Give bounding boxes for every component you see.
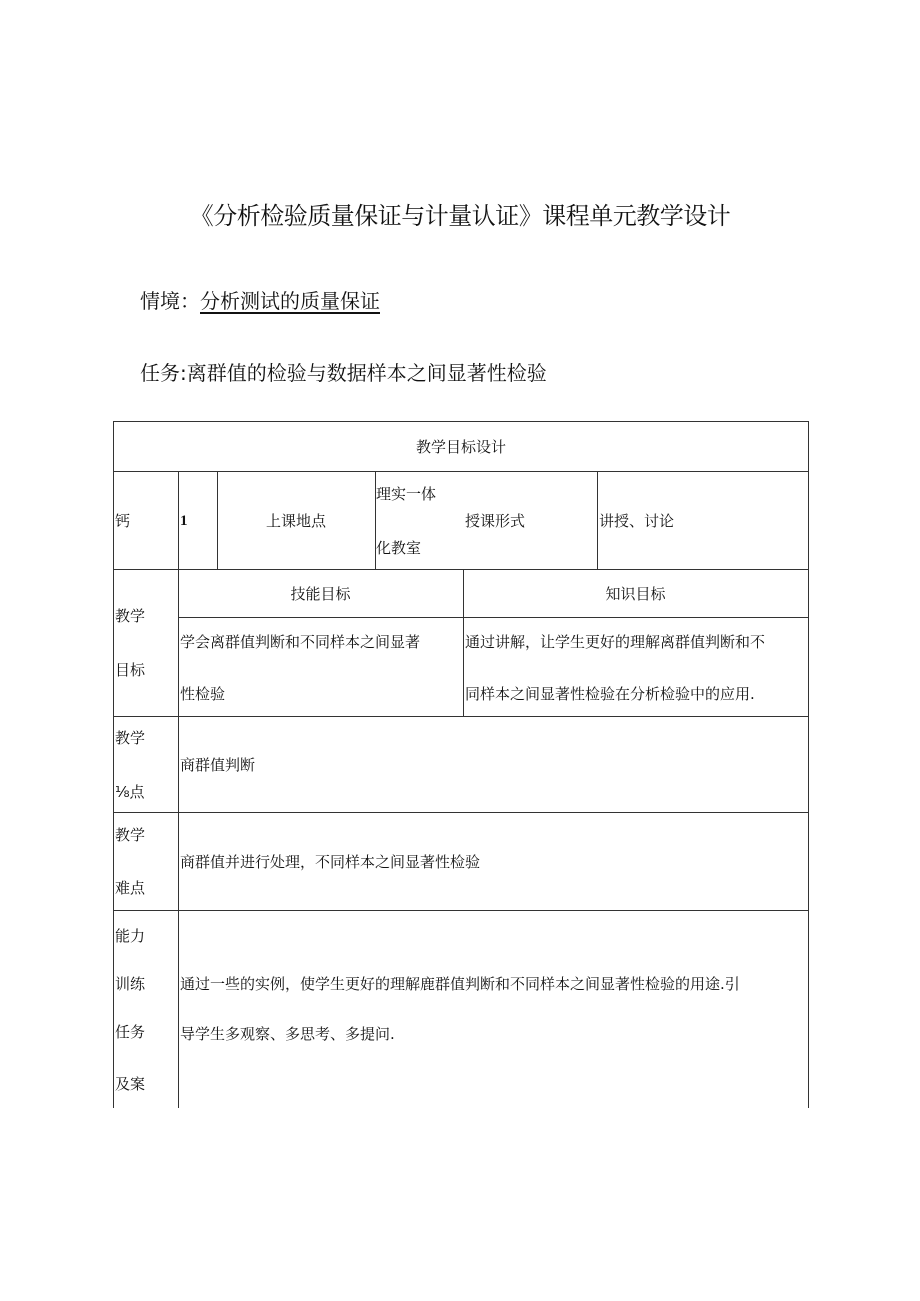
- objectives-label-line2: 目标: [115, 661, 146, 679]
- difficulties-content: 商群值并进行处理，不同样本之间显著性检验: [180, 853, 481, 871]
- context-label: 情境：: [140, 289, 200, 313]
- form-label: 授课形式: [465, 512, 526, 530]
- knowledge-text-line2: 同样本之间显著性检验在分析检验中的应用.: [465, 685, 755, 703]
- training-label-line3: 任务: [115, 1023, 146, 1041]
- hours-label: 钙: [115, 512, 131, 530]
- location-value-line1: 理实一体: [376, 485, 437, 503]
- key-points-label-line1: 教学: [115, 729, 146, 747]
- difficulties-label-line2: 难点: [115, 879, 146, 897]
- location-label: 上课地点: [265, 512, 326, 530]
- skill-text-line2: 性检验: [180, 685, 226, 703]
- training-content-line2: 导学生多观察、多思考、多提问.: [180, 1025, 395, 1043]
- knowledge-text-line1: 通过讲解，让学生更好的理解离群值判断和不: [465, 633, 766, 651]
- training-label-line1: 能力: [115, 927, 146, 945]
- form-value: 讲授、讨论: [599, 512, 675, 530]
- context-value: 分析测试的质量保证: [200, 289, 380, 313]
- location-value-line2: 化教室: [376, 539, 422, 557]
- objectives-label-line1: 教学: [115, 607, 146, 625]
- document-title: 《分析检验质量保证与计量认证》课程单元教学设计: [189, 202, 731, 230]
- key-points-label-line2: ⅛点: [115, 783, 145, 801]
- hours-value: 1: [180, 513, 188, 529]
- table-header: 教学目标设计: [415, 438, 506, 456]
- training-label-line2: 训练: [115, 975, 146, 993]
- difficulties-label-line1: 教学: [115, 826, 146, 844]
- context-line: [140, 285, 380, 314]
- training-label-line4: 及案: [115, 1075, 146, 1093]
- knowledge-header: 知识目标: [605, 585, 666, 603]
- skill-header: 技能目标: [290, 585, 351, 603]
- skill-text-line1: 学会离群值判断和不同样本之间显著: [180, 633, 421, 651]
- key-points-content: 商群值判断: [180, 756, 256, 774]
- training-content-line1: 通过一些的实例，使学生更好的理解鹿群值判断和不同样本之间显著性检验的用途.引: [180, 975, 740, 993]
- task-line: 任务:离群值的检验与数据样本之间显著性检验: [140, 361, 547, 385]
